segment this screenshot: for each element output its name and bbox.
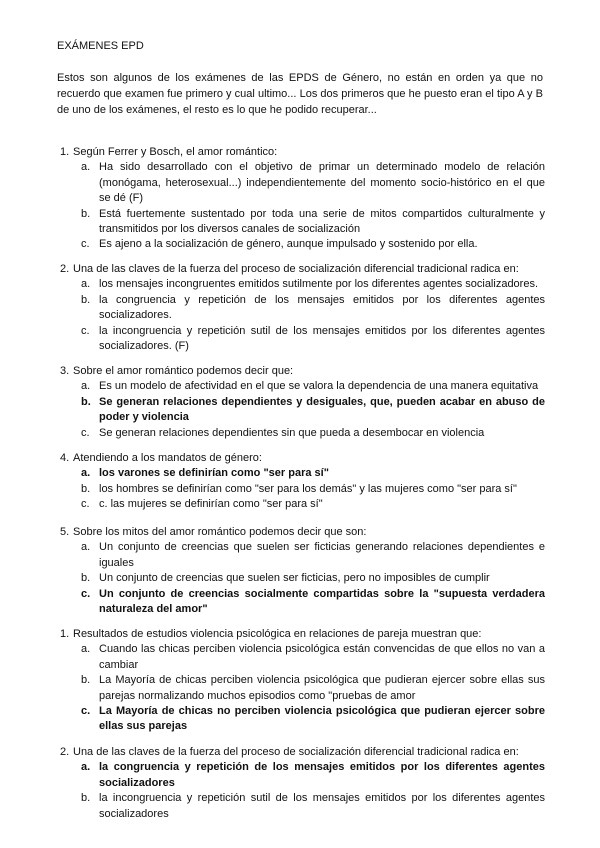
option-text: c. las mujeres se definirían como "ser para sí"	[99, 498, 323, 511]
option-letter: b.	[81, 572, 91, 585]
question-line	[57, 145, 545, 160]
answer-option	[57, 642, 545, 673]
question-block	[57, 525, 545, 617]
question-text: Según Ferrer y Bosch, el amor romántico:	[73, 146, 278, 158]
option-letter: b.	[81, 207, 91, 220]
option-letter: b.	[81, 674, 91, 687]
option-text: Se generan relaciones dependientes sin que pueda a desembocar en violencia	[99, 426, 485, 439]
answer-option-correct	[57, 704, 545, 735]
option-text: La Mayoría de chicas perciben violencia psicológica que pudieran ejercer sobre ellas sus parejas normalizando muchos episodios como "pruebas de amor	[99, 674, 545, 702]
answer-option	[57, 293, 545, 324]
option-text: los mensajes incongruentes emitidos sutilmente por los diferentes agentes socializadores.	[99, 278, 539, 291]
answer-option	[57, 673, 545, 704]
question-number: 1.	[60, 146, 70, 158]
question-text: Sobre los mitos del amor romántico podemos decir que son:	[73, 526, 367, 538]
option-letter: a.	[81, 541, 91, 554]
option-text: Está fuertemente sustentado por toda una serie de mitos compartidos culturalmente y transmitidos por los diversos canales de socialización	[99, 207, 545, 236]
question-number: 5.	[60, 526, 70, 538]
option-text: Es ajeno a la socialización de género, aunque impulsado y sostenido por ella.	[99, 238, 478, 251]
option-letter: b.	[81, 482, 91, 495]
answer-option	[57, 482, 545, 497]
option-letter: b.	[81, 293, 91, 306]
option-letter: a.	[81, 161, 91, 174]
question-block	[57, 145, 545, 253]
question-line	[57, 525, 545, 540]
option-text: la incongruencia y repetición sutil de los mensajes emitidos por los diferentes agentes socializadores	[99, 792, 545, 820]
option-text: Ha sido desarrollado con el objetivo de primar un determinado modelo de relación (monógama, heterosexual...) independientemente del momento socio-histórico en el que se dé (F)	[99, 161, 545, 205]
answer-option-correct	[57, 760, 545, 791]
question-text: Una de las claves de la fuerza del proceso de socialización diferencial tradicional radica en:	[73, 746, 519, 758]
option-text: los hombres se definirían como "ser para los demás" y las mujeres como "ser para sí"	[99, 482, 517, 495]
answer-option	[57, 277, 545, 292]
page-title: EXÁMENES EPD	[57, 40, 144, 52]
answer-option-correct	[57, 587, 545, 618]
question-block	[57, 745, 545, 822]
option-letter: c.	[81, 705, 91, 718]
answer-option	[57, 791, 545, 822]
option-text: Un conjunto de creencias que suelen ser ficticias generando relaciones dependientes e iguales	[99, 541, 545, 569]
answer-option	[57, 540, 545, 571]
option-text: la congruencia y repetición de los mensajes emitidos por los diferentes agentes socializadores	[99, 761, 545, 789]
option-text: Se generan relaciones dependientes y desiguales, que, pueden acabar en abuso de poder y violencia	[99, 395, 545, 424]
question-block	[57, 451, 545, 513]
question-number: 2.	[60, 263, 70, 275]
question-number: 2.	[60, 746, 70, 758]
question-text: Una de las claves de la fuerza del proceso de socialización diferencial tradicional radica en:	[73, 263, 519, 275]
option-letter: c.	[81, 498, 90, 511]
intro-paragraph: Estos son algunos de los exámenes de las EPDS de Género, no están en orden ya que no recuerdo que examen fue primero y cual ultimo... Los dos primeros que he puesto eran el tipo A y B de uno de los exámenes, el resto es lo que he podido recuperar...	[57, 72, 543, 116]
option-letter: a.	[81, 380, 91, 393]
answer-option	[57, 426, 545, 441]
option-letter: c.	[81, 324, 90, 337]
option-letter: c.	[81, 426, 90, 439]
question-block	[57, 262, 545, 354]
option-text: Un conjunto de creencias que suelen ser ficticias, pero no imposibles de cumplir	[99, 572, 490, 585]
answer-option	[57, 207, 545, 238]
option-letter: c.	[81, 587, 91, 600]
answer-option-correct	[57, 466, 545, 481]
option-text: la congruencia y repetición de los mensajes emitidos por los diferentes agentes socializadores.	[99, 293, 545, 322]
option-letter: a.	[81, 467, 91, 480]
question-number: 1.	[60, 628, 70, 640]
option-letter: a.	[81, 278, 91, 291]
answer-option	[57, 324, 545, 355]
question-block	[57, 627, 545, 735]
question-text: Atendiendo a los mandatos de género:	[73, 452, 262, 464]
question-number: 4.	[60, 452, 70, 464]
question-number: 3.	[60, 365, 70, 377]
question-text: Resultados de estudios violencia psicológica en relaciones de pareja muestran que:	[73, 628, 482, 640]
option-text: los varones se definirían como "ser para sí"	[99, 467, 329, 480]
option-text: Cuando las chicas perciben violencia psicológica están convencidas de que ellos no van a cambiar	[99, 643, 545, 671]
option-letter: c.	[81, 238, 90, 251]
answer-option-correct	[57, 395, 545, 426]
question-line	[57, 364, 545, 379]
option-letter: a.	[81, 643, 91, 656]
option-letter: b.	[81, 395, 91, 408]
option-letter: b.	[81, 792, 91, 805]
question-line	[57, 262, 545, 277]
question-line	[57, 745, 545, 760]
option-text: Un conjunto de creencias socialmente compartidas sobre la "supuesta verdadera naturaleza del amor"	[99, 587, 545, 616]
answer-option	[57, 160, 545, 206]
option-text: la incongruencia y repetición sutil de los mensajes emitidos por los diferentes agentes socializadores. (F)	[99, 324, 545, 353]
answer-option	[57, 237, 545, 252]
question-line	[57, 627, 545, 642]
question-text: Sobre el amor romántico podemos decir que:	[73, 365, 294, 377]
answer-option	[57, 379, 545, 394]
option-text: La Mayoría de chicas no perciben violencia psicológica que pudieran ejercer sobre ellas sus parejas	[99, 705, 545, 733]
answer-option	[57, 497, 545, 512]
option-letter: a.	[81, 761, 91, 774]
answer-option	[57, 571, 545, 586]
question-line	[57, 451, 545, 466]
question-block	[57, 364, 545, 441]
option-text: Es un modelo de afectividad en el que se valora la dependencia de una manera equitativa	[99, 380, 539, 393]
